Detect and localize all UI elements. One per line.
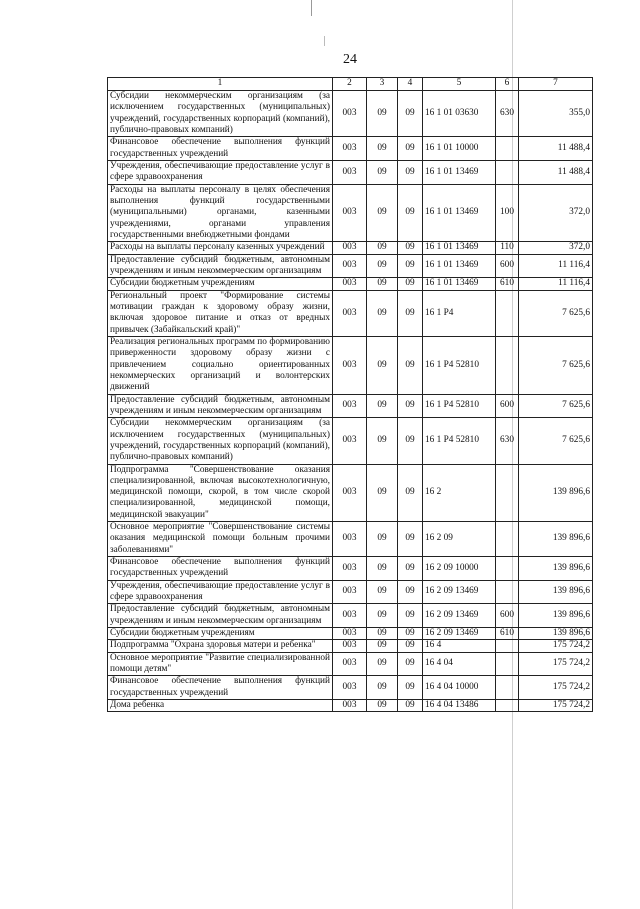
row-target-code-cell: 16 1 Р4 52810 (423, 336, 496, 394)
scan-mark (324, 36, 325, 46)
row-expense-type-cell: 110 (496, 242, 519, 254)
row-amount-cell: 139 896,6 (519, 557, 593, 581)
row-subsection-cell: 09 (398, 394, 423, 418)
row-amount-cell: 7 625,6 (519, 418, 593, 464)
row-section-cell: 09 (367, 652, 398, 676)
table-row (108, 160, 593, 184)
row-target-code-cell: 16 4 04 13486 (423, 700, 496, 712)
row-name-cell: Финансовое обеспечение выполнения функций государственных учреждений (108, 557, 333, 581)
row-amount-cell: 372,0 (519, 184, 593, 242)
row-subsection-cell: 09 (398, 676, 423, 700)
row-target-code-cell: 16 1 01 13469 (423, 254, 496, 278)
row-target-code-cell: 16 1 01 13469 (423, 242, 496, 254)
row-target-code-cell: 16 1 01 13469 (423, 278, 496, 290)
row-target-code-cell: 16 2 (423, 464, 496, 522)
row-expense-type-cell: 610 (496, 628, 519, 640)
table-row (108, 640, 593, 652)
table-row (108, 418, 593, 464)
row-admin-code-cell: 003 (333, 160, 367, 184)
budget-table (107, 77, 593, 712)
row-amount-cell: 11 116,4 (519, 254, 593, 278)
row-section-cell: 09 (367, 628, 398, 640)
row-amount-cell: 11 116,4 (519, 278, 593, 290)
row-expense-type-cell (496, 580, 519, 604)
row-subsection-cell: 09 (398, 464, 423, 522)
row-subsection-cell: 09 (398, 652, 423, 676)
row-expense-type-cell: 600 (496, 604, 519, 628)
row-amount-cell: 355,0 (519, 91, 593, 137)
row-amount-cell: 7 625,6 (519, 336, 593, 394)
row-admin-code-cell: 003 (333, 557, 367, 581)
row-subsection-cell: 09 (398, 604, 423, 628)
row-name-cell: Учреждения, обеспечивающие предоставление услуг в сфере здравоохранения (108, 160, 333, 184)
row-subsection-cell: 09 (398, 137, 423, 161)
row-section-cell: 09 (367, 640, 398, 652)
row-expense-type-cell: 600 (496, 254, 519, 278)
row-expense-type-cell: 630 (496, 91, 519, 137)
header-row (108, 78, 593, 91)
row-subsection-cell: 09 (398, 336, 423, 394)
row-expense-type-cell (496, 557, 519, 581)
table-row (108, 676, 593, 700)
row-target-code-cell: 16 2 09 10000 (423, 557, 496, 581)
table-row (108, 628, 593, 640)
row-amount-cell: 7 625,6 (519, 394, 593, 418)
row-expense-type-cell: 630 (496, 418, 519, 464)
table-row (108, 290, 593, 336)
row-amount-cell: 175 724,2 (519, 652, 593, 676)
table-row (108, 700, 593, 712)
row-amount-cell: 11 488,4 (519, 137, 593, 161)
row-name-cell: Реализация региональных программ по формированию приверженности здоровому образу жизни с привлечением социально ориентированных некоммерческих организаций и волонтерских движений (108, 336, 333, 394)
column-header: 5 (423, 78, 496, 91)
row-name-cell: Субсидии некоммерческим организациям (за исключением государственных (муниципальных) учреждений, государственных корпораций (компаний), публично-правовых компаний) (108, 418, 333, 464)
row-subsection-cell: 09 (398, 290, 423, 336)
row-section-cell: 09 (367, 700, 398, 712)
row-expense-type-cell (496, 464, 519, 522)
row-target-code-cell: 16 2 09 13469 (423, 580, 496, 604)
table-row (108, 91, 593, 137)
row-subsection-cell: 09 (398, 557, 423, 581)
row-target-code-cell: 16 1 01 10000 (423, 137, 496, 161)
row-section-cell: 09 (367, 254, 398, 278)
row-section-cell: 09 (367, 418, 398, 464)
row-amount-cell: 175 724,2 (519, 676, 593, 700)
row-target-code-cell: 16 1 01 03630 (423, 91, 496, 137)
row-section-cell: 09 (367, 676, 398, 700)
row-subsection-cell: 09 (398, 160, 423, 184)
row-section-cell: 09 (367, 137, 398, 161)
column-header: 1 (108, 78, 333, 91)
row-admin-code-cell: 003 (333, 290, 367, 336)
row-expense-type-cell (496, 160, 519, 184)
page-number: 24 (343, 52, 357, 67)
row-admin-code-cell: 003 (333, 604, 367, 628)
row-expense-type-cell (496, 290, 519, 336)
table-row (108, 604, 593, 628)
row-amount-cell: 139 896,6 (519, 522, 593, 557)
row-name-cell: Учреждения, обеспечивающие предоставление услуг в сфере здравоохранения (108, 580, 333, 604)
row-target-code-cell: 16 4 04 10000 (423, 676, 496, 700)
row-admin-code-cell: 003 (333, 464, 367, 522)
row-name-cell: Субсидии бюджетным учреждениям (108, 278, 333, 290)
table-row (108, 580, 593, 604)
row-admin-code-cell: 003 (333, 254, 367, 278)
row-section-cell: 09 (367, 290, 398, 336)
row-subsection-cell: 09 (398, 418, 423, 464)
row-name-cell: Подпрограмма "Совершенствование оказания специализированной, включая высокотехнологичную, медицинской помощи, скорой, в том числе скорой специализированной, медицинской помощи, медицинской эвакуации" (108, 464, 333, 522)
row-section-cell: 09 (367, 91, 398, 137)
table-row (108, 394, 593, 418)
row-amount-cell: 7 625,6 (519, 290, 593, 336)
row-admin-code-cell: 003 (333, 580, 367, 604)
row-section-cell: 09 (367, 604, 398, 628)
table-row (108, 464, 593, 522)
row-target-code-cell: 16 2 09 13469 (423, 604, 496, 628)
row-expense-type-cell: 100 (496, 184, 519, 242)
row-admin-code-cell: 003 (333, 278, 367, 290)
row-amount-cell: 175 724,2 (519, 640, 593, 652)
row-target-code-cell: 16 1 Р4 52810 (423, 394, 496, 418)
row-expense-type-cell (496, 700, 519, 712)
row-amount-cell: 139 896,6 (519, 464, 593, 522)
row-expense-type-cell (496, 640, 519, 652)
row-admin-code-cell: 003 (333, 137, 367, 161)
row-section-cell: 09 (367, 522, 398, 557)
scan-mark (311, 0, 312, 16)
row-target-code-cell: 16 2 09 (423, 522, 496, 557)
row-section-cell: 09 (367, 394, 398, 418)
row-amount-cell: 372,0 (519, 242, 593, 254)
column-header: 7 (519, 78, 593, 91)
row-admin-code-cell: 003 (333, 628, 367, 640)
table-row (108, 522, 593, 557)
table-row (108, 652, 593, 676)
row-expense-type-cell (496, 336, 519, 394)
table-row (108, 336, 593, 394)
row-amount-cell: 139 896,6 (519, 628, 593, 640)
column-header: 3 (367, 78, 398, 91)
row-target-code-cell: 16 1 01 13469 (423, 160, 496, 184)
table-row (108, 278, 593, 290)
row-section-cell: 09 (367, 184, 398, 242)
row-amount-cell: 139 896,6 (519, 580, 593, 604)
table-row (108, 137, 593, 161)
row-subsection-cell: 09 (398, 278, 423, 290)
row-admin-code-cell: 003 (333, 418, 367, 464)
table-row (108, 254, 593, 278)
row-name-cell: Основное мероприятие "Развитие специализированной помощи детям" (108, 652, 333, 676)
row-section-cell: 09 (367, 557, 398, 581)
table-row (108, 242, 593, 254)
row-expense-type-cell: 610 (496, 278, 519, 290)
row-expense-type-cell (496, 652, 519, 676)
row-subsection-cell: 09 (398, 242, 423, 254)
row-subsection-cell: 09 (398, 628, 423, 640)
row-name-cell: Субсидии бюджетным учреждениям (108, 628, 333, 640)
row-section-cell: 09 (367, 242, 398, 254)
row-name-cell: Предоставление субсидий бюджетным, автономным учреждениям и иным некоммерческим организациям (108, 394, 333, 418)
row-admin-code-cell: 003 (333, 676, 367, 700)
row-target-code-cell: 16 4 (423, 640, 496, 652)
row-target-code-cell: 16 1 01 13469 (423, 184, 496, 242)
row-name-cell: Субсидии некоммерческим организациям (за исключением государственных (муниципальных) учреждений, государственных корпораций (компаний), публично-правовых компаний) (108, 91, 333, 137)
row-section-cell: 09 (367, 160, 398, 184)
row-subsection-cell: 09 (398, 254, 423, 278)
row-section-cell: 09 (367, 464, 398, 522)
row-name-cell: Предоставление субсидий бюджетным, автономным учреждениям и иным некоммерческим организациям (108, 254, 333, 278)
row-section-cell: 09 (367, 580, 398, 604)
row-expense-type-cell (496, 522, 519, 557)
row-target-code-cell: 16 4 04 (423, 652, 496, 676)
row-admin-code-cell: 003 (333, 91, 367, 137)
row-admin-code-cell: 003 (333, 336, 367, 394)
row-admin-code-cell: 003 (333, 184, 367, 242)
row-amount-cell: 175 724,2 (519, 700, 593, 712)
table-body (108, 91, 593, 712)
row-name-cell: Расходы на выплаты персоналу в целях обеспечения выполнения функций государственными (муниципальными) органами, казенными учреждениями, органами управления государственными внебюджетными фондами (108, 184, 333, 242)
row-section-cell: 09 (367, 278, 398, 290)
column-header: 6 (496, 78, 519, 91)
row-name-cell: Дома ребенка (108, 700, 333, 712)
row-admin-code-cell: 003 (333, 522, 367, 557)
row-subsection-cell: 09 (398, 522, 423, 557)
row-admin-code-cell: 003 (333, 700, 367, 712)
row-expense-type-cell (496, 137, 519, 161)
column-header: 4 (398, 78, 423, 91)
row-subsection-cell: 09 (398, 91, 423, 137)
row-name-cell: Региональный проект "Формирование системы мотивации граждан к здоровому образу жизни, включая здоровое питание и отказ от вредных привычек (Забайкальский край)" (108, 290, 333, 336)
row-subsection-cell: 09 (398, 700, 423, 712)
row-amount-cell: 11 488,4 (519, 160, 593, 184)
row-target-code-cell: 16 2 09 13469 (423, 628, 496, 640)
row-admin-code-cell: 003 (333, 394, 367, 418)
row-subsection-cell: 09 (398, 580, 423, 604)
row-target-code-cell: 16 1 Р4 52810 (423, 418, 496, 464)
row-name-cell: Основное мероприятие "Совершенствование системы оказания медицинской помощи больным прочими заболеваниями" (108, 522, 333, 557)
row-name-cell: Финансовое обеспечение выполнения функций государственных учреждений (108, 676, 333, 700)
row-name-cell: Расходы на выплаты персоналу казенных учреждений (108, 242, 333, 254)
table-row (108, 557, 593, 581)
row-name-cell: Подпрограмма "Охрана здоровья матери и ребенка" (108, 640, 333, 652)
column-header: 2 (333, 78, 367, 91)
row-section-cell: 09 (367, 336, 398, 394)
row-expense-type-cell: 600 (496, 394, 519, 418)
row-admin-code-cell: 003 (333, 652, 367, 676)
row-admin-code-cell: 003 (333, 242, 367, 254)
row-amount-cell: 139 896,6 (519, 604, 593, 628)
table-row (108, 184, 593, 242)
row-expense-type-cell (496, 676, 519, 700)
row-target-code-cell: 16 1 Р4 (423, 290, 496, 336)
row-name-cell: Финансовое обеспечение выполнения функций государственных учреждений (108, 137, 333, 161)
row-name-cell: Предоставление субсидий бюджетным, автономным учреждениям и иным некоммерческим организациям (108, 604, 333, 628)
table-header (108, 78, 593, 91)
row-subsection-cell: 09 (398, 184, 423, 242)
row-admin-code-cell: 003 (333, 640, 367, 652)
row-subsection-cell: 09 (398, 640, 423, 652)
